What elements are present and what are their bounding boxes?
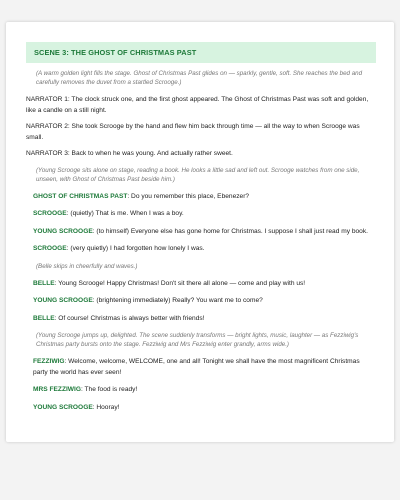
dialogue-text: : Of course! Christmas is always better with friends!: [54, 314, 205, 322]
script-body: [26, 69, 376, 413]
speaker-name: YOUNG SCROOGE: [33, 403, 93, 411]
dialogue-text: : Do you remember this place, Ebenezer?: [127, 192, 250, 200]
narration-line: NARRATOR 2: She took Scrooge by the hand and flew him back through time — all the way to when Scrooge was small.: [26, 123, 360, 141]
dialogue-text: : (brightening immediately) Really? You want me to come?: [92, 297, 263, 304]
dialogue-line: [33, 385, 376, 396]
speaker-name: BELLE: [33, 314, 55, 322]
stage-direction: (Young Scrooge jumps up, delighted. The scene suddenly transforms — bright lights, music, laughter — as Fezziwig's Christmas party bursts onto the stage. Fezziwig and Mrs Fezziwig enter grandly, arms wide.): [36, 332, 359, 348]
narration-line: NARRATOR 3: Back to when he was young. And actually rather sweet.: [26, 150, 233, 157]
speaker-name: GHOST OF CHRISTMAS PAST: [33, 192, 128, 200]
speaker-name: MRS FEZZIWIG: [33, 386, 81, 393]
dialogue-line: [33, 296, 376, 307]
dialogue-text: : (quietly) That is me. When I was a boy.: [66, 210, 184, 217]
dialogue-line: [33, 357, 376, 378]
speaker-name: YOUNG SCROOGE: [33, 297, 93, 304]
dialogue-text: : (very quietly) I had forgotten how lonely I was.: [66, 245, 205, 252]
dialogue-line: [33, 244, 376, 255]
narration-line: NARRATOR 1: The clock struck one, and the first ghost appeared. The Ghost of Christmas Past was soft and golden, like a candle on a still night.: [26, 96, 369, 114]
dialogue-line: [33, 314, 376, 325]
dialogue-text: : (to himself) Everyone else has gone home for Christmas. I suppose I shall just read my book.: [92, 227, 368, 235]
speaker-name: YOUNG SCROOGE: [33, 227, 93, 235]
stage-direction: (Belle skips in cheerfully and waves.): [36, 262, 138, 270]
dialogue-line: [33, 279, 376, 290]
script-page: [6, 22, 394, 442]
speaker-name: FEZZIWIG: [33, 358, 65, 365]
dialogue-line: [33, 209, 376, 220]
dialogue-text: : Hooray!: [92, 403, 120, 411]
dialogue-line: [33, 192, 376, 203]
dialogue-text: : Young Scrooge! Happy Christmas! Don't sit there all alone — come and play with us!: [54, 279, 306, 287]
speaker-name: SCROOGE: [33, 210, 67, 217]
dialogue-text: : The food is ready!: [80, 386, 138, 393]
speaker-name: SCROOGE: [33, 245, 67, 252]
speaker-name: BELLE: [33, 279, 55, 287]
dialogue-line: [33, 403, 376, 414]
dialogue-text: : Welcome, welcome, WELCOME, one and all! Tonight we shall have the most magnificent Christmas party the world has ever seen!: [33, 358, 360, 376]
stage-direction: (A warm golden light fills the stage. Ghost of Christmas Past glides on — sparkly, gentle, soft. She reaches the bed and carefully removes the duvet from a startled Scrooge.): [36, 70, 363, 86]
dialogue-line: [33, 227, 376, 238]
stage-direction: (Young Scrooge sits alone on stage, reading a book. He looks a little sad and left out. Scrooge watches from one side, unseen, with Ghost of Christmas Past beside him.): [36, 166, 360, 183]
scene-title: SCENE 3: THE GHOST OF CHRISTMAS PAST: [26, 42, 376, 63]
